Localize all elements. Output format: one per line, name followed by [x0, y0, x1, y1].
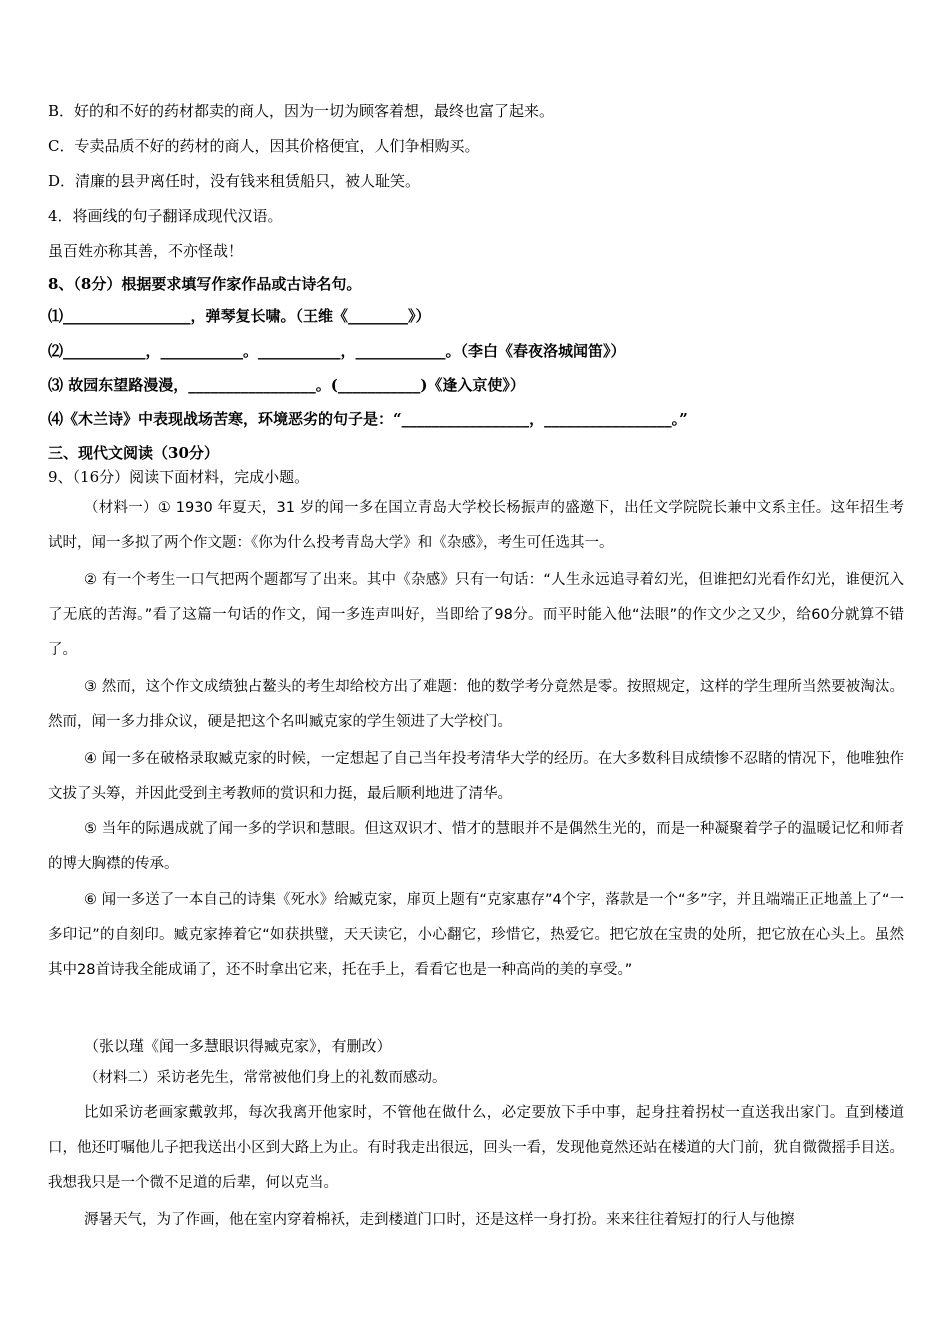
- material-2-paragraph-3: 溽暑天气，为了作画，他在室内穿着棉袄，走到楼道门口时，还是这样一身打扮。来来往往着短打的行人与他擦: [84, 1212, 795, 1228]
- material-1-paragraph-1: （材料一）① 1930 年夏天，31 岁的闻一多在国立青岛大学校长杨振声的盛邀下，出任文学院院长兼中文系主任。这年招生考试时，闻一多拟了两个作文题：《你为什么投考青岛大学》和《杂感》，考生可任选其一。: [48, 500, 904, 552]
- material-1-citation: （张以瑾《闻一多慧眼识得臧克家》，有删改）: [84, 1037, 392, 1055]
- question-4-sentence: 虽百姓亦称其善，不亦怪哉！: [48, 242, 244, 260]
- section-3-heading: 三、现代文阅读（30分）: [48, 444, 219, 462]
- material-1-paragraph-6: ⑥ 闻一多送了一本自己的诗集《死水》给臧克家，扉页上题有“克家惠存”4个字，落款是一个“多”字，并且端端正正地盖上了“一多印记”的自刻印。臧克家捧着它“如获拱璧，天天读它，小心翻它，珍惜它，热爱它。把它放在宝贵的处所，把它放在心头上。虽然其中28首诗我全能成诵了，还不时拿出它来，托在手上，看看它也是一种高尚的美的享受。”: [48, 892, 904, 979]
- material-1-paragraph-5: ⑤ 当年的际遇成就了闻一多的学识和慧眼。但这双识才、惜才的慧眼并不是偶然生光的，而是一种凝聚着学子的温暖记忆和师者的博大胸襟的传承。: [48, 821, 904, 873]
- question-8-item-1: ⑴_________________，弹琴复长啸。（王维《________》）: [48, 307, 431, 325]
- question-8-item-4: ⑷《木兰诗》中表现战场苦寒，环境恶劣的句子是：“_________________，_________________。”: [48, 410, 688, 428]
- material-1-paragraph-3: ③ 然而，这个作文成绩独占鳌头的考生却给校方出了难题：他的数学考分竟然是零。按照规定，这样的学生理所当然要被淘汰。然而，闻一多力排众议，硬是把这个名叫臧克家的学生领进了大学校门。: [48, 679, 904, 731]
- question-9-prompt: 9、（16分）阅读下面材料，完成小题。: [48, 468, 310, 486]
- material-2-paragraph-2: 比如采访老画家戴敦邦，每次我离开他家时，不管他在做什么，必定要放下手中事，起身拄着拐杖一直送我出家门。直到楼道口，他还叮嘱他儿子把我送出小区到大路上为止。有时我走出很远，回头一看，发现他竟然还站在楼道的大门前，犹自微微摇手目送。我想我只是一个微不足道的后辈，何以克当。: [48, 1105, 904, 1192]
- question-8-item-3: ⑶ 故园东望路漫漫，_________________。(___________)《逢入京使》）: [48, 376, 525, 394]
- question-8-title: 8、（8分）根据要求填写作家作品或古诗名句。: [48, 275, 362, 293]
- question-4-prompt: 4．将画线的句子翻译成现代汉语。: [48, 207, 283, 225]
- material-1-paragraph-4: ④ 闻一多在破格录取臧克家的时候，一定想起了自己当年投考清华大学的经历。在大多数科目成绩惨不忍睹的情况下，他唯独作文拔了头筹，并因此受到主考教师的赏识和力挺，最后顺利地进了清华。: [48, 751, 904, 803]
- option-d: D．清廉的县尹离任时，没有钱来租赁船只，被人耻笑。: [48, 172, 421, 190]
- option-c: C．专卖品质不好的药材的商人，因其价格便宜，人们争相购买。: [48, 137, 480, 155]
- question-8-item-2: ⑵___________，___________。___________，____________。（李白《春夜洛城闻笛》）: [48, 342, 626, 360]
- option-b: B．好的和不好的药材都卖的商人，因为一切为顾客着想，最终也富了起来。: [48, 102, 555, 120]
- material-1-paragraph-2: ② 有一个考生一口气把两个题都写了出来。其中《杂感》只有一句话：“人生永远追寻着幻光，但谁把幻光看作幻光，谁便沉入了无底的苦海。”看了这篇一句话的作文，闻一多连声叫好，当即给了98分。而平时能入他“法眼”的作文少之又少，给60分就算不错了。: [48, 572, 904, 659]
- material-2-paragraph-1: （材料二）采访老先生，常常被他们身上的礼数而感动。: [84, 1070, 447, 1086]
